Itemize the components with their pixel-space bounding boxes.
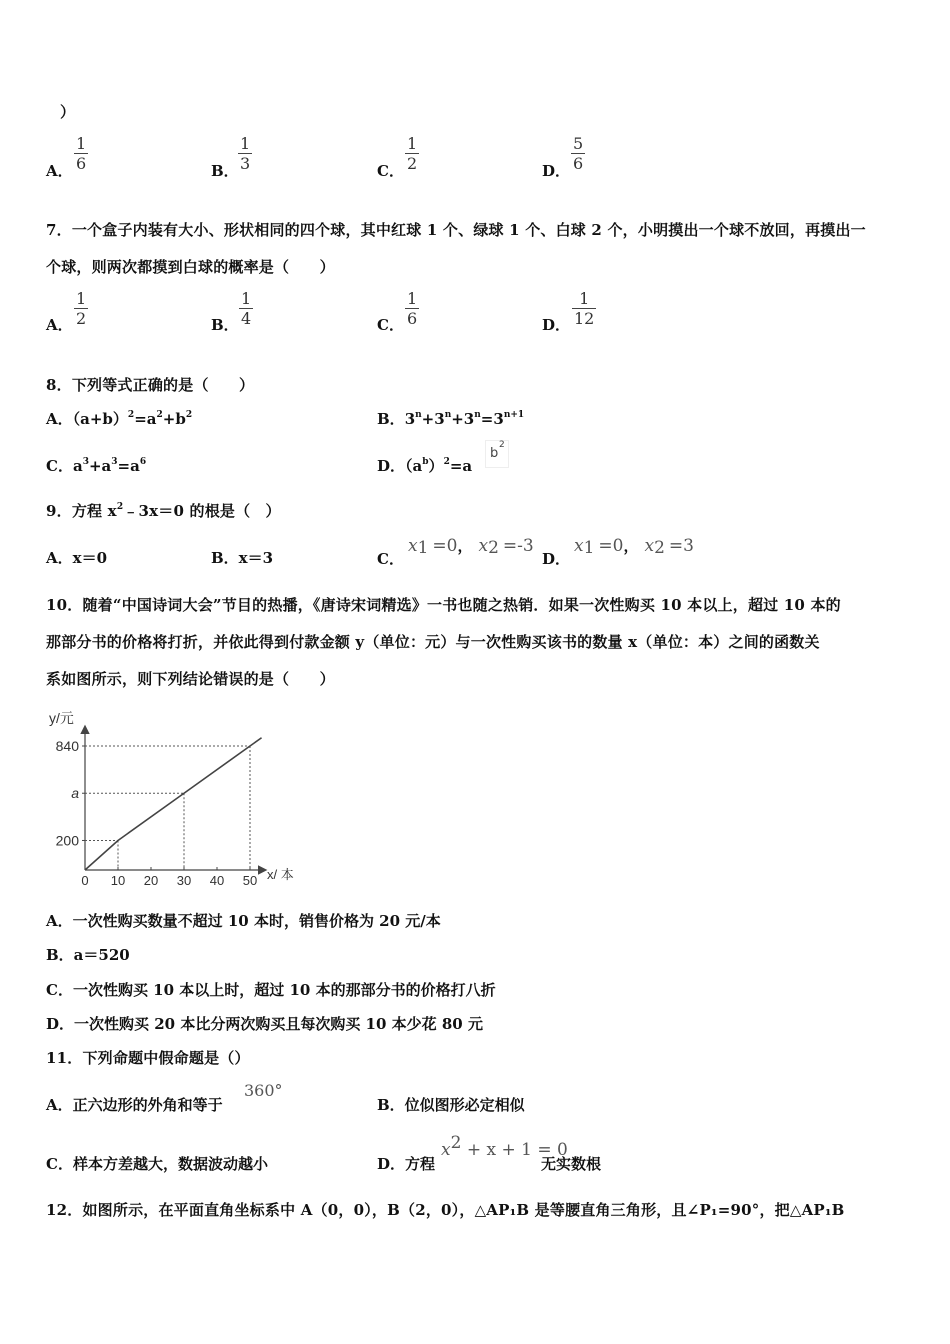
q8-option-c xyxy=(46,455,146,476)
subscript: 1 xyxy=(417,538,429,558)
exponent-base: b xyxy=(490,446,499,461)
q9-option-c-math xyxy=(408,535,534,556)
q7-stem-line2: 个球，则两次都摸到白球的概率是（ ） xyxy=(46,258,335,276)
stem-part: ﹣3x＝0 的根是（ ） xyxy=(123,502,281,520)
q11-option-d-pre: D．方程 xyxy=(377,1155,436,1173)
numerator: 1 xyxy=(241,289,252,308)
exponent-power: 2 xyxy=(499,440,505,450)
q7-option-a-letter: A． xyxy=(46,316,73,334)
term: ） xyxy=(428,457,444,475)
q11-option-d-post: 无实数根 xyxy=(541,1155,602,1173)
term: +b xyxy=(162,410,186,428)
numerator: 1 xyxy=(407,134,418,153)
numerator: 1 xyxy=(76,289,87,308)
q12-stem-line1: 12．如图所示，在平面直角坐标系中 A（0，0），B（2，0），△AP₁B 是等腰直角三角形，且∠P₁=90°，把△AP₁B xyxy=(46,1201,845,1219)
stem-part: 9．方程 x xyxy=(46,502,117,520)
option-letter: C． xyxy=(46,457,73,475)
q10-stem-line3: 系如图所示，则下列结论错误的是（ ） xyxy=(46,670,335,688)
exponent: 2 xyxy=(185,410,193,420)
numerator: 1 xyxy=(240,134,251,153)
x-tick-label: 20 xyxy=(143,873,159,888)
y-tick-label: 840 xyxy=(55,738,79,754)
q9-option-d-math xyxy=(574,535,694,556)
numerator: 1 xyxy=(579,289,590,308)
q7-option-d-fraction xyxy=(572,290,596,329)
denominator: 6 xyxy=(573,154,584,173)
q7-option-c-letter: C． xyxy=(377,316,404,334)
q7-option-c-fraction xyxy=(405,290,419,329)
variable: x xyxy=(574,536,584,556)
value: =-3 xyxy=(502,536,534,556)
variable: x xyxy=(644,536,655,556)
term: =3 xyxy=(480,410,504,428)
q10-option-b: B．a＝520 xyxy=(46,946,130,964)
exponent: 2 xyxy=(450,1133,462,1153)
option-letter: D． xyxy=(377,457,406,475)
value: =3 xyxy=(668,536,694,556)
term: +3 xyxy=(421,410,445,428)
variable: x xyxy=(408,536,418,556)
x-tick-label: 30 xyxy=(176,873,192,888)
exponent: n xyxy=(444,410,452,420)
q8-option-d-exponent-image xyxy=(485,440,509,468)
subscript: 2 xyxy=(488,538,499,558)
denominator: 3 xyxy=(240,154,251,173)
y-axis-label: y/元 xyxy=(49,710,74,726)
q8-option-d xyxy=(377,455,472,476)
denominator: 2 xyxy=(76,309,87,328)
series-line xyxy=(85,738,262,870)
q6-option-b-fraction xyxy=(238,135,252,174)
q9-option-d-letter: D． xyxy=(542,550,571,568)
q7-stem-line1: 7．一个盒子内装有大小、形状相同的四个球，其中红球 1 个、绿球 1 个、白球 2 个，小明摸出一个球不放回，再摸出一 xyxy=(46,221,866,239)
equation-rest: + x + 1 = 0 xyxy=(461,1140,568,1160)
value: =0 xyxy=(432,536,458,556)
numerator: 1 xyxy=(76,134,87,153)
q9-option-a: A．x＝0 xyxy=(46,549,108,567)
q6-option-d-fraction xyxy=(571,135,585,174)
exponent: n xyxy=(415,410,422,420)
y-tick-label: 200 xyxy=(55,832,79,849)
separator: ， xyxy=(623,537,639,555)
value: =0 xyxy=(598,536,624,556)
q9-option-c-letter: C． xyxy=(377,550,404,568)
denominator: 2 xyxy=(407,154,418,173)
separator: ， xyxy=(457,537,473,555)
q6-option-c-letter: C． xyxy=(377,162,404,180)
q7-option-b-letter: B． xyxy=(211,316,239,334)
exponent: 2 xyxy=(156,410,163,420)
exponent: 6 xyxy=(139,457,147,467)
q8-option-a xyxy=(46,408,192,429)
q7-option-d-letter: D． xyxy=(542,316,571,334)
q6-option-d-letter: D． xyxy=(542,162,571,180)
exponent: n+1 xyxy=(503,410,525,420)
option-letter: A． xyxy=(46,410,73,428)
term: =a xyxy=(117,457,140,475)
q11-option-b: B．位似图形必定相似 xyxy=(377,1096,525,1114)
exponent: n xyxy=(474,410,481,420)
term: （a xyxy=(405,457,423,475)
x-tick-label: 0 xyxy=(81,873,89,888)
subscript: 1 xyxy=(583,538,595,558)
denominator: 6 xyxy=(76,154,87,173)
exponent: 3 xyxy=(111,457,118,467)
q6-stem-tail: ） xyxy=(60,103,76,121)
q11-option-a-math: 360° xyxy=(244,1081,283,1100)
q6-option-b-letter: B． xyxy=(211,162,239,180)
denominator: 12 xyxy=(574,309,595,328)
denominator: 4 xyxy=(241,309,252,328)
variable: x xyxy=(441,1140,451,1160)
term: （a+b） xyxy=(72,410,128,428)
exponent: 2 xyxy=(127,410,135,420)
q10-option-a: A．一次性购买数量不超过 10 本时，销售价格为 20 元/本 xyxy=(46,912,441,930)
q6-option-c-fraction xyxy=(405,135,419,174)
q10-function-graph xyxy=(45,705,305,888)
term: =a xyxy=(134,410,157,428)
term: +a xyxy=(88,457,112,475)
term: +3 xyxy=(451,410,475,428)
q6-option-a-letter: A． xyxy=(46,162,73,180)
exponent: b xyxy=(422,457,429,467)
denominator: 6 xyxy=(407,309,418,328)
q11-option-a-text: A．正六边形的外角和等于 xyxy=(46,1096,223,1114)
y-tick-label: a xyxy=(71,785,79,802)
q10-option-c: C．一次性购买 10 本以上时，超过 10 本的那部分书的价格打八折 xyxy=(46,981,496,999)
term: a xyxy=(72,457,83,475)
exponent: 3 xyxy=(82,457,89,467)
q10-stem-line2: 那部分书的价格将打折，并依此得到付款金额 y（单位：元）与一次性购买该书的数量 x（单位：本）之间的函数关 xyxy=(46,633,820,651)
numerator: 1 xyxy=(407,289,418,308)
x-tick-label: 40 xyxy=(209,873,225,888)
subscript: 2 xyxy=(654,538,665,558)
q11-option-c: C．样本方差越大，数据波动越小 xyxy=(46,1155,268,1173)
x-axis-label: x/ 本 xyxy=(267,867,294,882)
q11-stem: 11．下列命题中假命题是（） xyxy=(46,1049,250,1067)
x-tick-label: 50 xyxy=(242,873,258,888)
numerator: 5 xyxy=(573,134,584,153)
q9-stem xyxy=(46,500,281,521)
q10-stem-line1: 10．随着“中国诗词大会”节目的热播，《唐诗宋词精选》一书也随之热销．如果一次性购买 10 本以上，超过 10 本的 xyxy=(46,596,841,614)
q10-option-d: D．一次性购买 20 本比分两次购买且每次购买 10 本少花 80 元 xyxy=(46,1015,483,1033)
x-tick-label: 10 xyxy=(110,873,126,888)
q9-option-b: B．x＝3 xyxy=(211,549,274,567)
exponent: 2 xyxy=(443,457,450,467)
q8-stem: 8．下列等式正确的是（ ） xyxy=(46,376,255,394)
exponent: 2 xyxy=(116,502,124,512)
q8-option-b xyxy=(377,408,524,429)
term: =a xyxy=(449,457,473,475)
q7-option-b-fraction xyxy=(239,290,253,329)
q7-option-a-fraction xyxy=(74,290,88,329)
q6-option-a-fraction xyxy=(74,135,88,174)
option-letter: B． xyxy=(377,410,405,428)
variable: x xyxy=(478,536,489,556)
term: 3 xyxy=(404,410,416,428)
